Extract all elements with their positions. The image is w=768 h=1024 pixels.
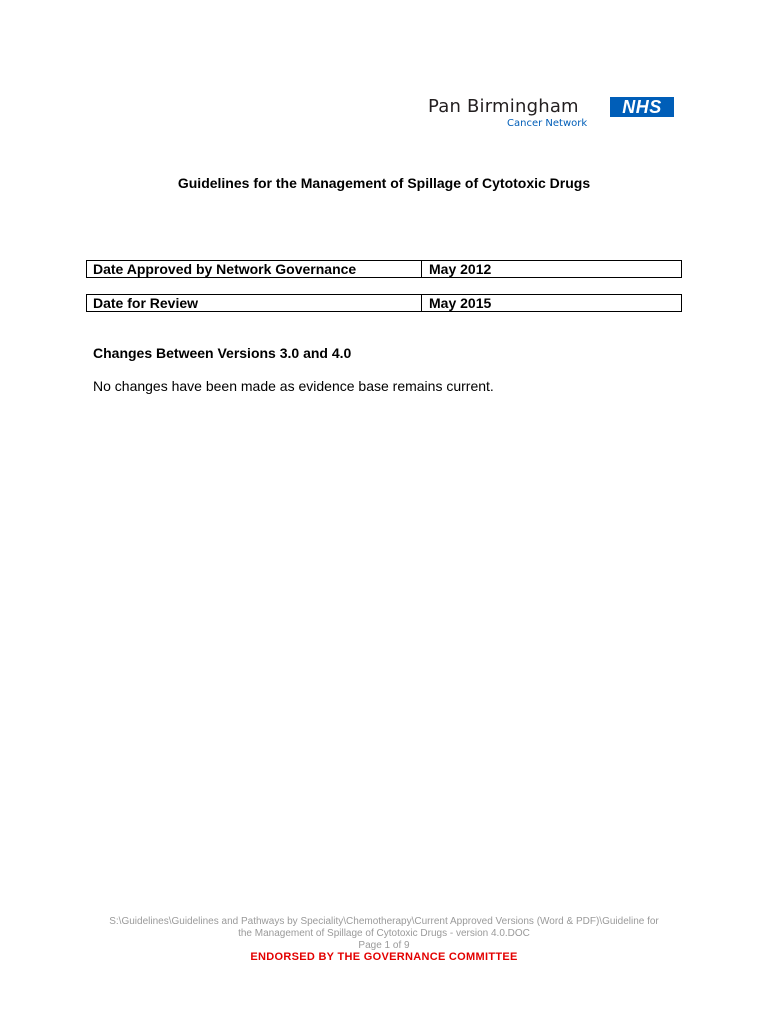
approval-date-row [86, 260, 682, 278]
table-divider [421, 261, 422, 277]
nhs-logo: NHS [610, 97, 674, 117]
approval-date-value: May 2012 [429, 261, 492, 277]
review-date-row [86, 294, 682, 312]
table-divider [421, 295, 422, 311]
review-date-label: Date for Review [93, 295, 199, 311]
endorsement-notice: ENDORSED BY THE GOVERNANCE COMMITTEE [250, 951, 518, 963]
footer-page-number: Page 1 of 9 [358, 940, 410, 951]
footer-path-line-2: the Management of Spillage of Cytotoxic Drugs - version 4.0.DOC [238, 928, 530, 939]
review-date-value: May 2015 [429, 295, 492, 311]
logo-org-name: Pan Birmingham [428, 96, 579, 117]
network-logo [428, 96, 678, 136]
logo-subtitle: Cancer Network [507, 118, 588, 129]
changes-heading: Changes Between Versions 3.0 and 4.0 [93, 345, 352, 361]
footer-path-line-1: S:\Guidelines\Guidelines and Pathways by Speciality\Chemotherapy\Current Approved Versions (Word & PDF)\Guideline for [109, 916, 659, 927]
footer-file-path [0, 916, 768, 952]
approval-date-label: Date Approved by Network Governance [93, 261, 357, 277]
document-title: Guidelines for the Management of Spillage of Cytotoxic Drugs [177, 175, 591, 191]
changes-body: No changes have been made as evidence base remains current. [93, 378, 494, 394]
